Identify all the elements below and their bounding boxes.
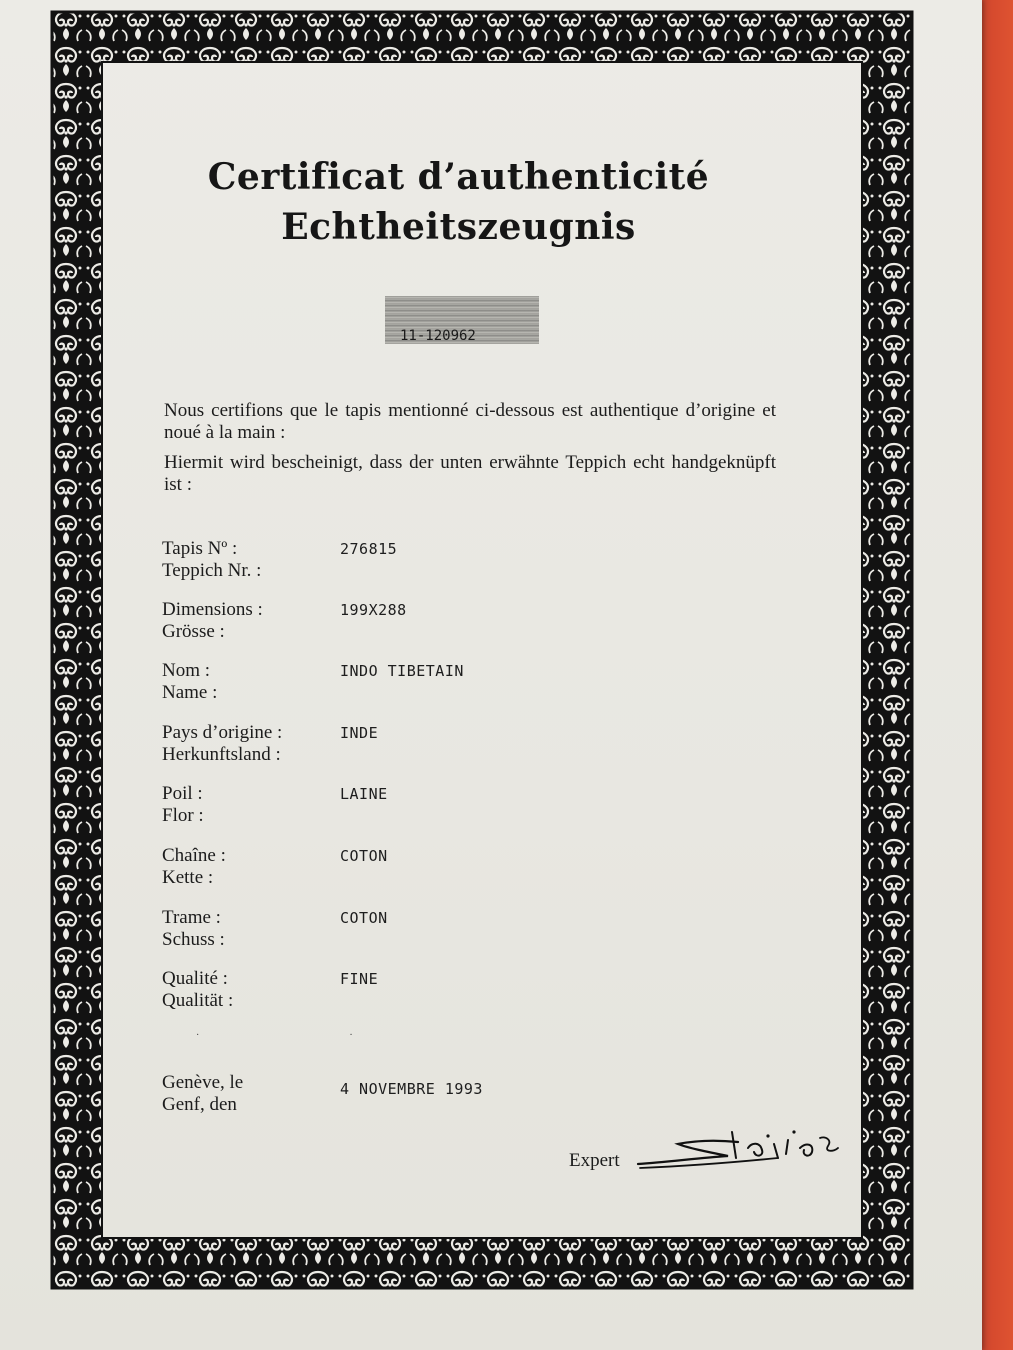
field-label: Dimensions : Grösse : <box>162 599 263 642</box>
field-row-quality <box>162 968 762 1016</box>
field-value: 4 NOVEMBRE 1993 <box>340 1080 483 1098</box>
title-german: Echtheitszeugnis <box>281 206 636 248</box>
field-label: Poil : Flor : <box>162 783 204 826</box>
statement-french: Nous certifions que le tapis mentionné ci-dessous est authentique d’origine et noué à la main : <box>164 400 776 443</box>
field-value: INDE <box>340 724 379 742</box>
field-label: Qualité : Qualität : <box>162 968 234 1011</box>
ink-specks: · · <box>196 1030 353 1041</box>
field-label: Tapis Nº : Teppich Nr. : <box>162 538 262 581</box>
serial-number: 11-120962 <box>400 328 476 344</box>
expert-label: Expert <box>569 1150 620 1171</box>
signature-icon <box>628 1118 848 1178</box>
field-row-rug-number <box>162 538 762 586</box>
field-row-place-date <box>162 1072 762 1120</box>
field-row-name <box>162 660 762 708</box>
field-row-warp <box>162 845 762 893</box>
field-row-dimensions <box>162 599 762 647</box>
field-value: COTON <box>340 909 388 927</box>
field-label: Trame : Schuss : <box>162 907 225 950</box>
field-label: Pays d’origine : Herkunftsland : <box>162 722 283 765</box>
field-row-weft <box>162 907 762 955</box>
field-value: 199X288 <box>340 601 407 619</box>
field-value: FINE <box>340 970 379 988</box>
field-value: 276815 <box>340 540 398 558</box>
table-surface <box>978 0 1013 1350</box>
field-value: INDO TIBETAIN <box>340 662 464 680</box>
field-row-origin <box>162 722 762 770</box>
field-label: Nom : Name : <box>162 660 218 703</box>
field-label: Chaîne : Kette : <box>162 845 226 888</box>
title-french: Certificat d’authenticité <box>207 156 710 198</box>
field-label: Genève, le Genf, den <box>162 1072 244 1115</box>
field-value: COTON <box>340 847 388 865</box>
field-value: LAINE <box>340 785 388 803</box>
statement-german: Hiermit wird bescheinigt, dass der unten erwähnte Teppich echt handgeknüpft ist : <box>164 452 776 495</box>
field-row-pile <box>162 783 762 831</box>
